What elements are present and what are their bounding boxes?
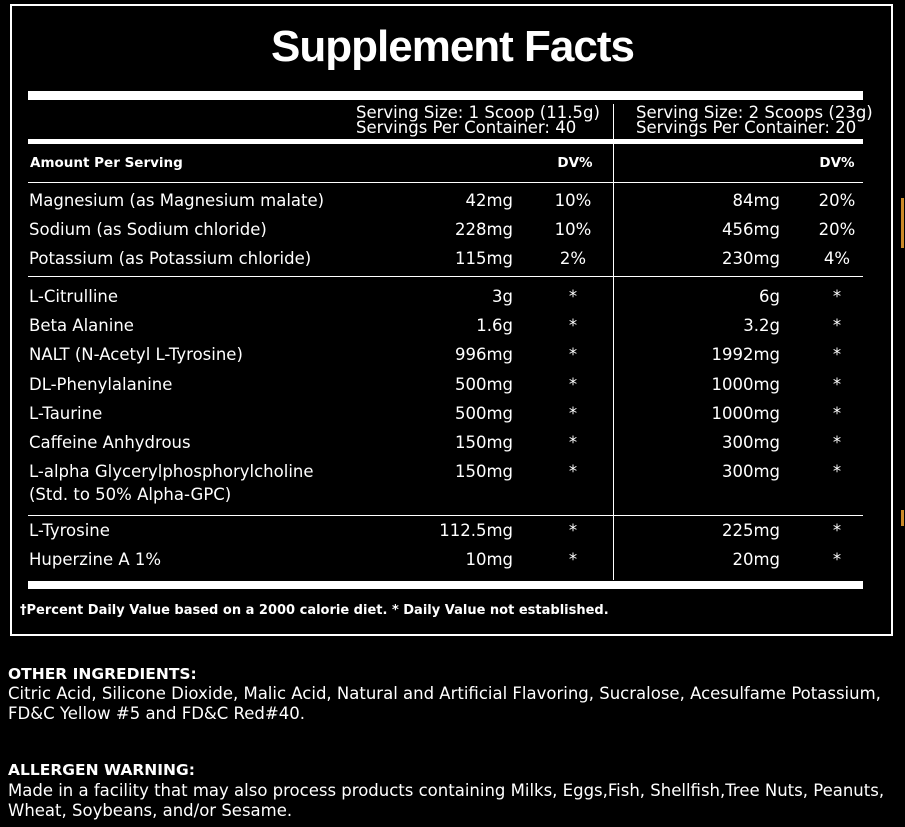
allergen-heading: ALLERGEN WARNING: xyxy=(8,761,195,779)
dv-1: * xyxy=(568,287,578,306)
dv-2: 20% xyxy=(818,191,856,210)
product-edge-decoration xyxy=(901,510,904,526)
amount-2: 1992mg xyxy=(711,345,780,365)
servings-per-container-1: Servings Per Container: 40 xyxy=(356,118,577,137)
servings-per-container-2: Servings Per Container: 20 xyxy=(636,118,857,137)
serving-size-1: Serving Size: 1 Scoop (11.5g) xyxy=(356,103,600,122)
amount-1: 228mg xyxy=(454,220,513,240)
nutrient-name: Sodium (as Sodium chloride) xyxy=(29,220,267,240)
amount-1: 112.5mg xyxy=(439,521,513,540)
amount-2: 6g xyxy=(759,287,780,306)
nutrient-name: L-Tyrosine xyxy=(29,521,110,540)
amount-1: 500mg xyxy=(454,403,513,423)
dv-1: * xyxy=(568,345,578,365)
panel-title: Supplement Facts xyxy=(271,22,634,71)
dv-2: 4% xyxy=(823,249,851,269)
amount-2: 300mg xyxy=(721,433,780,452)
serving-rule xyxy=(28,139,863,144)
dv-1: * xyxy=(568,462,578,482)
amount-2: 300mg xyxy=(721,462,780,482)
dv-1: * xyxy=(568,433,578,452)
dv-1: 10% xyxy=(554,220,592,240)
allergen-text: Made in a facility that may also process products containing Milks, Eggs,Fish, Shellfish,Tree Nuts, Peanuts, Wheat, Soybeans, and/or Sesame. xyxy=(8,781,885,820)
nutrient-name-line2: (Std. to 50% Alpha-GPC) xyxy=(29,485,232,505)
other-ingredients-heading: OTHER INGREDIENTS: xyxy=(8,665,197,683)
amount-2: 3.2g xyxy=(743,316,780,336)
amount-1: 150mg xyxy=(454,433,513,452)
dv-2: 20% xyxy=(818,220,856,240)
amount-per-serving-label: Amount Per Serving xyxy=(30,155,183,171)
top-rule xyxy=(28,91,863,100)
dv-1: * xyxy=(568,521,578,540)
dv-2: * xyxy=(832,374,842,394)
amount-2: 20mg xyxy=(732,550,780,570)
dv-2: * xyxy=(832,462,842,482)
dv-1: * xyxy=(568,316,578,336)
amount-2: 225mg xyxy=(721,521,780,540)
amount-2: 84mg xyxy=(732,191,780,210)
nutrient-name: Huperzine A 1% xyxy=(29,550,162,570)
amount-1: 996mg xyxy=(454,345,513,365)
dv-header-1: DV% xyxy=(557,155,593,171)
dv-1: 10% xyxy=(554,191,592,210)
dv-2: * xyxy=(832,287,842,306)
nutrient-name: Beta Alanine xyxy=(29,316,134,336)
nutrient-name: L-Taurine xyxy=(29,403,103,423)
dv-2: * xyxy=(832,345,842,365)
amount-1: 10mg xyxy=(465,550,513,570)
amount-2: 1000mg xyxy=(711,374,780,394)
serving-size-2: Serving Size: 2 Scoops (23g) xyxy=(636,103,873,122)
amount-1: 115mg xyxy=(454,249,513,269)
nutrient-name: Caffeine Anhydrous xyxy=(29,433,191,452)
amount-2: 230mg xyxy=(721,249,780,269)
dv-2: * xyxy=(832,316,842,336)
amount-1: 500mg xyxy=(454,374,513,394)
amount-1: 150mg xyxy=(454,462,513,482)
nutrient-name: Potassium (as Potassium chloride) xyxy=(29,249,312,269)
nutrient-name: DL-Phenylalanine xyxy=(29,374,173,394)
dv-1: * xyxy=(568,403,578,423)
dv-2: * xyxy=(832,521,842,540)
nutrient-name: L-Citrulline xyxy=(29,287,119,306)
amount-1: 1.6g xyxy=(476,316,513,336)
nutrient-name: NALT (N-Acetyl L-Tyrosine) xyxy=(29,345,243,365)
dv-1: 2% xyxy=(559,249,587,269)
amount-2: 456mg xyxy=(721,220,780,240)
nutrient-name: Magnesium (as Magnesium malate) xyxy=(29,191,325,210)
dv-2: * xyxy=(832,550,842,570)
other-ingredients-text: Citric Acid, Silicone Dioxide, Malic Acid, Natural and Artificial Flavoring, Sucralose, Acesulfame Potassium, FD&C Yellow #5 and FD&C Red#40. xyxy=(8,684,881,723)
footnote: †Percent Daily Value based on a 2000 calorie diet. * Daily Value not established. xyxy=(20,603,609,618)
dv-1: * xyxy=(568,550,578,570)
dv-1: * xyxy=(568,374,578,394)
row-rule xyxy=(28,182,863,183)
row-rule xyxy=(28,515,863,516)
dv-header-2: DV% xyxy=(819,155,855,171)
dv-2: * xyxy=(832,433,842,452)
amount-1: 42mg xyxy=(465,191,513,210)
bottom-rule xyxy=(28,581,863,589)
row-rule xyxy=(28,276,863,277)
nutrient-name: L-alpha Glycerylphosphorylcholine xyxy=(29,462,314,482)
amount-2: 1000mg xyxy=(711,403,780,423)
amount-1: 3g xyxy=(492,287,513,306)
product-edge-decoration xyxy=(901,198,904,248)
column-divider xyxy=(613,104,614,580)
dv-2: * xyxy=(832,403,842,423)
